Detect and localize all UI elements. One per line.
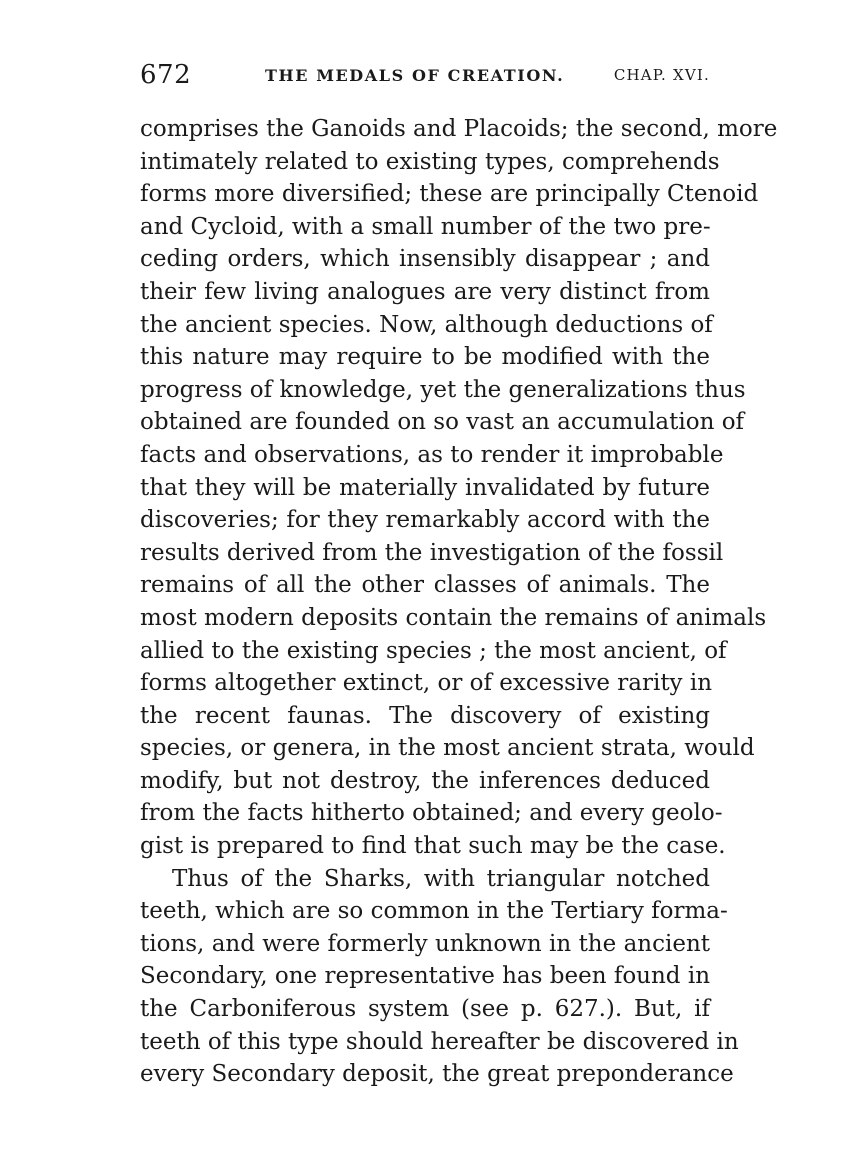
chapter-label: CHAP. XVI.	[613, 66, 710, 84]
text-line: comprises the Ganoids and Placoids; the second, more	[140, 116, 778, 142]
text-line: discoveries; for they remarkably accord with the	[140, 507, 710, 534]
text-line: the ancient species. Now, although deductions of	[140, 311, 713, 338]
text-line: tions, and were formerly unknown in the ancient	[140, 930, 710, 957]
text-line: their few living analogues are very distinct from	[140, 278, 710, 305]
text-line: allied to the existing species ; the most ancient, of	[140, 637, 727, 664]
text-line: forms altogether extinct, or of excessive rarity in	[140, 670, 713, 697]
text-line: this nature may require to be modified with the	[140, 344, 710, 371]
text-line: results derived from the investigation of the fossil	[140, 539, 724, 566]
text-line: remains of all the other classes of animals. The	[140, 572, 710, 599]
text-line: obtained are founded on so vast an accumulation of	[140, 409, 745, 436]
text-line: teeth of this type should hereafter be discovered in	[140, 1028, 739, 1055]
text-line: progress of knowledge, yet the generalizations thus	[140, 376, 746, 403]
text-line: Secondary, one representative has been found in	[140, 963, 711, 990]
text-line: teeth, which are so common in the Tertiary forma-	[140, 898, 728, 925]
running-head	[140, 60, 710, 94]
paragraph-first-line: Thus of the Sharks, with triangular notched	[172, 865, 710, 892]
book-title: THE MEDALS OF CREATION.	[265, 66, 565, 85]
text-line: intimately related to existing types, comprehends	[140, 148, 720, 175]
page-number: 672	[140, 60, 192, 90]
text-line: the Carboniferous system (see p. 627.). But, if	[140, 996, 710, 1023]
text-line: species, or genera, in the most ancient strata, would	[140, 735, 755, 762]
text-line: that they will be materially invalidated by future	[140, 474, 710, 501]
text-line: modify, but not destroy, the inferences deduced	[140, 767, 710, 794]
text-line: the recent faunas. The discovery of existing	[140, 702, 710, 729]
text-line: from the facts hitherto obtained; and every geolo-	[140, 800, 723, 827]
text-line: forms more diversified; these are principally Ctenoid	[140, 181, 759, 208]
text-line: ceding orders, which insensibly disappear ; and	[140, 246, 710, 273]
text-line: most modern deposits contain the remains of animals	[140, 604, 767, 631]
text-line: every Secondary deposit, the great preponderance	[140, 1061, 734, 1088]
body-text	[140, 113, 778, 1091]
text-line: and Cycloid, with a small number of the two pre-	[140, 213, 711, 240]
paragraph-last-line: gist is prepared to find that such may be the case.	[140, 833, 726, 860]
text-line: facts and observations, as to render it improbable	[140, 441, 724, 468]
